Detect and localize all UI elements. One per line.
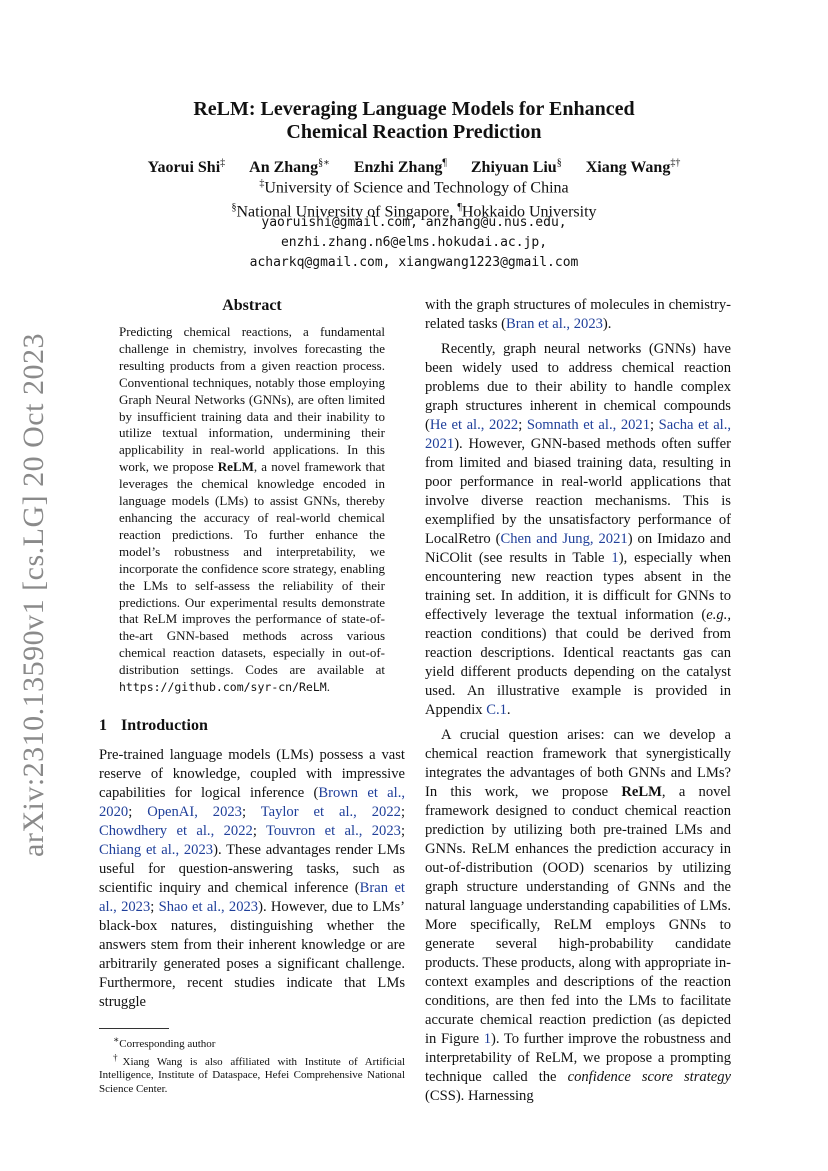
affiliation-2: §National University of Singapore, ¶Hokkaido University: [231, 202, 597, 221]
author-emails: [0, 213, 828, 273]
author: An Zhang§∗: [249, 158, 330, 177]
relm-paragraph: A crucial question arises: can we develop a chemical reaction framework that synergistically integrates the advantages of both GNNs and LMs? In this work, we propose ReLM, a novel framework designed to conduct chemical reaction prediction by utilizing both pre-trained LMs and GNNs. ReLM enhances the prediction accuracy in out-of-distribution (OOD) scenarios by utilizing graph structure understanding of GNNs and the natural language understanding capabilities of LMs. More specifically, ReLM employs GNNs to generate several high-probability candidate products. These products, along with appropriate in-context examples and descriptions of the reaction conditions, are then fed into the LMs to facilitate accurate chemical reaction prediction (as depicted in Figure 1). To further improve the robustness and interpretability of ReLM, we propose a prompting technique called the confidence score strategy (CSS). Harnessing: [425, 727, 732, 1104]
citation-link[interactable]: OpenAI, 2023: [147, 803, 242, 820]
citation-link[interactable]: Sacha et al., 2021: [425, 417, 732, 452]
title-line-1: ReLM: Leveraging Language Models for Enhanced: [193, 98, 635, 120]
citation-link[interactable]: Taylor et al., 2022: [260, 803, 401, 820]
right-column: [425, 296, 731, 1106]
arxiv-identifier: arXiv:2310.13590v1 [cs.LG] 20 Oct 2023: [17, 333, 50, 857]
gnn-paragraph: Recently, graph neural networks (GNNs) have been widely used to address chemical reaction problems due to their ability to handle complex graph structures inherent in chemical compounds (He et al., 2022; Somnath et al., 2021; Sacha et al., 2021). However, GNN-based methods often suffer from limited and biased training data, resulting in poor performance in real-world applications that involve diverse reaction mechanisms. This is exemplified by the unsatisfactory performance of LocalRetro (Chen and Jung, 2021) on Imidazo and NiCOlit (see results in Table 1), especially when encountering new reaction types absent in the training set. In addition, it is difficult for GNNs to effectively leverage the textual information (e.g., reaction conditions) that could be derived from reaction descriptions. Identical reactants gas can yield different products depending on the catalyst used. An illustrative example is provided in Appendix C.1.: [425, 341, 732, 718]
email-line-3: acharkq@gmail.com, xiangwang1223@gmail.com: [249, 255, 579, 270]
author: Yaorui Shi‡: [147, 158, 226, 177]
citation-link[interactable]: Shao et al., 2023: [158, 898, 259, 915]
author: Xiang Wang‡†: [585, 158, 681, 177]
citation-link[interactable]: Somnath et al., 2021: [526, 417, 651, 433]
table-reference-link[interactable]: 1: [611, 550, 619, 566]
email-line-1: yaoruishi@gmail.com, anzhang@u.nus.edu,: [261, 215, 567, 230]
citation-link[interactable]: Brown et al., 2020: [99, 784, 405, 820]
abstract-heading: Abstract: [222, 297, 282, 314]
left-column: [99, 296, 405, 1097]
citation-link[interactable]: Bran et al., 2023: [506, 316, 603, 332]
right-paragraph-continued: with the graph structures of molecules in chemistry-related tasks (Bran et al., 2023).: [425, 297, 731, 332]
citation-link[interactable]: Bran et al., 2023: [99, 879, 405, 915]
footnote-2: †Xiang Wang is also affiliated with Institute of Artificial Intelligence, Institute of Dataspace, Hefei Comprehensive National Science Center.: [99, 1052, 406, 1096]
email-line-2: enzhi.zhang.n6@elms.hokudai.ac.jp,: [280, 235, 548, 250]
footnote-divider: [99, 1028, 169, 1029]
arxiv-sidebar: [12, 290, 56, 900]
author: Zhiyuan Liu§: [470, 158, 562, 177]
intro-paragraph-1: Pre-trained language models (LMs) possess a vast reserve of knowledge, coupled with impressive capabilities for logical inference (Brown et al., 2020; OpenAI, 2023; Taylor et al., 2022; Chowdhery et al., 2022; Touvron et al., 2023; Chiang et al., 2023). These advantages render LMs useful for question-answering tasks, such as scientific inquiry and chemical inference (Bran et al., 2023; Shao et al., 2023). However, due to LMs’ black-box natures, distinguishing whether the answers stem from their inherent knowledge or are arbitrarily generated poses a significant challenge. Furthermore, recent studies indicate that LMs struggle: [99, 746, 406, 1010]
abstract-body: Predicting chemical reactions, a fundamental challenge in chemistry, involves forecasting the resulting products from a given reaction process. Conventional techniques, notably those employing Graph Neural Networks (GNNs), are often limited by insufficient training data and their inability to utilize textual information, undermining their applicability in real-world applications. In this work, we propose ReLM, a novel framework that leverages the chemical knowledge encoded in language models (LMs) to assist GNNs, thereby enhancing the accuracy of real-world chemical reaction predictions. To further enhance the model’s robustness and interpretability, we incorporate the confidence score strategy, enabling the LMs to self-assess the reliability of their predictions. Our experimental results demonstrate that ReLM improves the performance of state-of-the-art GNN-based methods across various chemical reaction datasets, especially in out-of-distribution settings. Codes are available at https://github.com/syr-cn/ReLM.: [119, 324, 385, 695]
footnote-1: ∗Corresponding author: [113, 1033, 216, 1050]
author: Enzhi Zhang¶: [353, 158, 447, 177]
section-heading-introduction: 1 Introduction: [99, 716, 208, 734]
figure-reference-link[interactable]: 1: [483, 1031, 491, 1047]
appendix-reference-link[interactable]: C.1: [486, 702, 507, 718]
code-link[interactable]: https://github.com/syr-cn/ReLM: [119, 680, 327, 695]
citation-link[interactable]: He et al., 2022: [429, 417, 519, 433]
affiliation-1: ‡University of Science and Technology of China: [259, 178, 569, 197]
citation-link[interactable]: Chen and Jung, 2021: [500, 531, 628, 547]
citation-link[interactable]: Chowdhery et al., 2022: [99, 822, 253, 839]
title-line-2: Chemical Reaction Prediction: [286, 121, 542, 143]
citation-link[interactable]: Chiang et al., 2023: [99, 841, 214, 858]
paper-title: [0, 98, 828, 144]
citation-link[interactable]: Touvron et al., 2023: [266, 822, 401, 839]
